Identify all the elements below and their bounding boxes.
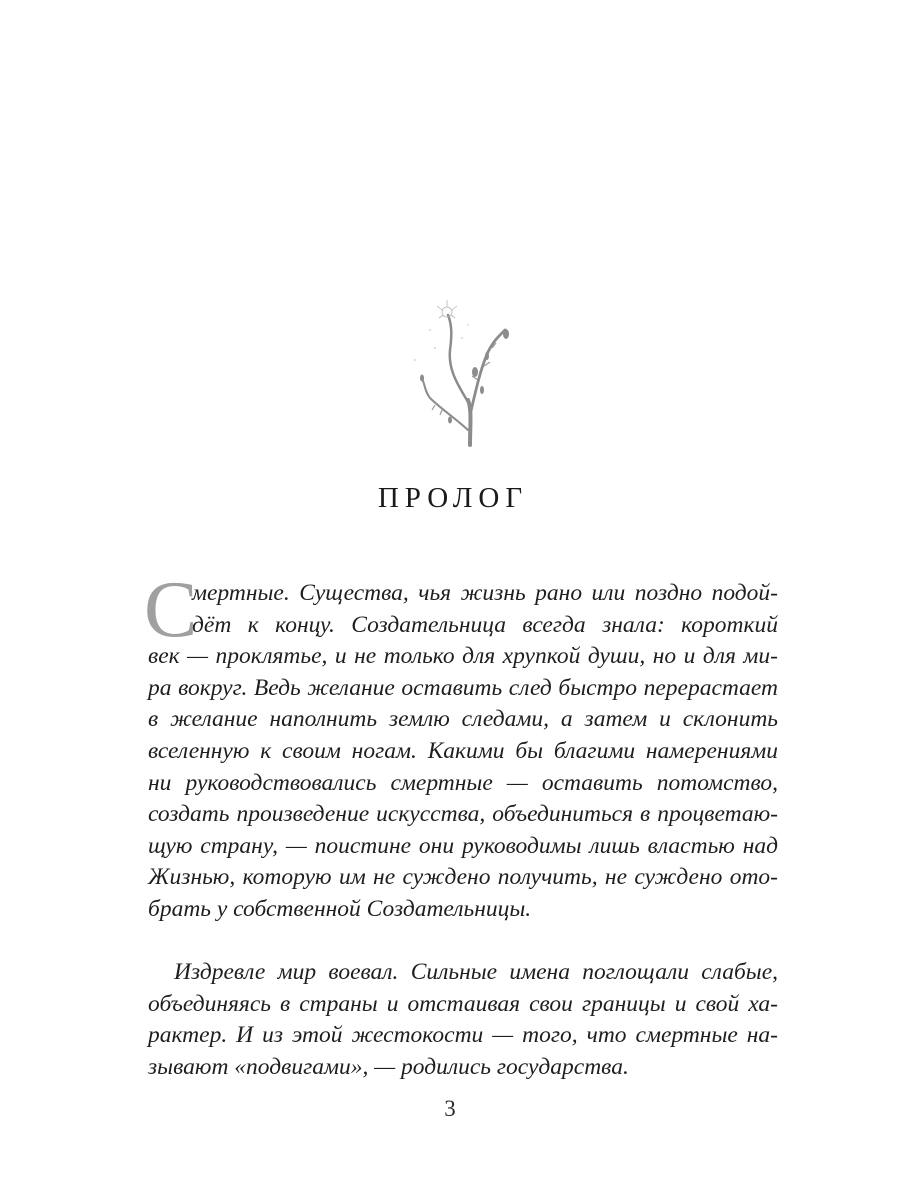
chapter-title: ПРОЛОГ bbox=[377, 482, 529, 514]
text-line: ра вокруг. Ведь желание оставить след быстро перерастает bbox=[148, 674, 778, 701]
paragraph-2 bbox=[148, 957, 778, 1083]
text-line: дёт к концу. Создательница всегда знала: короткий bbox=[192, 611, 778, 638]
text-line: зывают «подвигами», — родились государства. bbox=[148, 1053, 629, 1080]
body-text bbox=[144, 566, 778, 1084]
text-line: рактер. И из этой жестокости — того, что смертные на- bbox=[148, 1022, 778, 1049]
text-line: век — проклятье, и не только для хрупкой души, но и для ми- bbox=[148, 643, 778, 670]
text-line: вселенную к своим ногам. Какими бы благими намерениями bbox=[148, 737, 778, 764]
text-line: ни руководствовались смертные — оставить потомство, bbox=[148, 769, 778, 796]
drop-cap: С bbox=[144, 566, 198, 654]
text-line: брать у собственной Создательницы. bbox=[148, 895, 532, 922]
text-line: Издревле мир воевал. Сильные имена поглощали слабые, bbox=[174, 959, 778, 986]
text-line: Жизнью, которую им не суждено получить, не суждено ото- bbox=[148, 864, 778, 891]
flower-stem-ornament-icon bbox=[400, 290, 520, 450]
page-number: 3 bbox=[444, 1096, 456, 1121]
text-line: создать произведение искусства, объединиться в процветаю- bbox=[148, 801, 778, 828]
text-line: в желание наполнить землю следами, а затем и склонить bbox=[148, 706, 778, 733]
paragraph-1 bbox=[144, 566, 778, 926]
text-line: щую страну, — поистине они руководимы лишь властью над bbox=[148, 832, 778, 859]
text-line: мертные. Существа, чья жизнь рано или поздно подой- bbox=[192, 580, 778, 606]
text-line: объединяясь в страны и отстаивая свои границы и свой ха- bbox=[148, 990, 778, 1017]
